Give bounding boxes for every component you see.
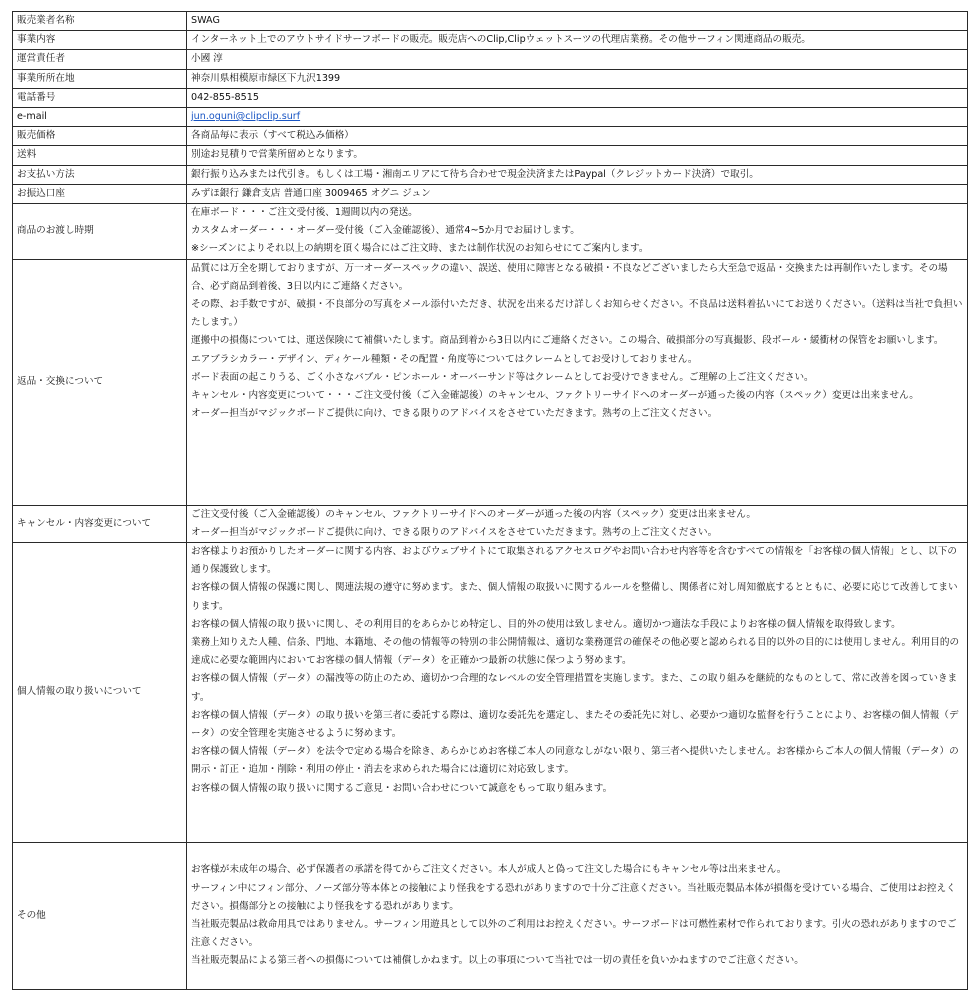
label-manager: 運営責任者 [13,50,187,69]
delivery-line: 在庫ボード・・・ご注文受付後、1週間以内の発送。 [191,207,418,219]
row-bank [13,184,968,203]
row-manager [13,50,968,69]
label-seller: 販売業者名称 [13,12,187,31]
other-line: お客様が未成年の場合、必ず保護者の承諾を得てからご注文ください。本人が成人と偽って注文した場合にもキャンセル等は出来ません。 [191,864,787,876]
label-email: e-mail [13,108,187,127]
row-address [13,69,968,88]
other-line: 当社販売製品による第三者への損傷については補償しかねます。以上の事項について当社では一切の責任を負いかねますのでご注意ください。 [191,955,804,967]
value-other [187,843,968,990]
cancel-line: オーダー担当がマジックボードご提供に向け、できる限りのアドバイスをさせていただきます。熟考の上ご注文ください。 [191,526,718,538]
label-privacy: 個人情報の取り扱いについて [13,543,187,843]
value-privacy [187,543,968,843]
returns-line: 品質には万全を期しておりますが、万一オーダースペックの違い、誤送、使用に障害となる破損・不良などございましたら大至急で返品・交換または再制作いたします。その場合、必ず商品到着後、3日以内にご連絡ください。 [191,262,948,292]
other-line: サーフィン中にフィン部分、ノーズ部分等本体との接触により怪我をする恐れがありますので十分ご注意ください。当社販売製品本体が損傷を受けている場合、ご使用はお控えください。損傷部分との接触により怪我をする恐れがあります。 [191,882,956,912]
row-phone [13,88,968,107]
value-payment: 銀行振り込みまたは代引き。もしくは工場・湘南エリアにて待ち合わせで現金決済またはPaypal（クレジットカード決済）で取引。 [187,165,968,184]
value-phone: 042-855-8515 [187,88,968,107]
label-price: 販売価格 [13,127,187,146]
label-delivery: 商品のお渡し時期 [13,204,187,260]
privacy-line: お客様の個人情報の取り扱いに関するご意見・お問い合わせについて誠意をもって取り組みます。 [191,782,613,794]
value-shipping: 別途お見積りで営業所留めとなります。 [187,146,968,165]
value-seller: SWAG [187,12,968,31]
privacy-line: お客様の個人情報（データ）の漏洩等の防止のため、適切かつ合理的なレベルの安全管理措置を実施します。また、この取り組みを継続的なものとして、常に改善を図っていきます。 [191,673,958,703]
row-privacy [13,543,968,843]
privacy-line: お客様の個人情報の保護に関し、関連法規の遵守に努めます。また、個人情報の取扱いに関するルールを整備し、関係者に対し周知徹底するとともに、必要に応じて改善してまいります。 [191,582,958,612]
cancel-line: ご注文受付後（ご入金確認後）のキャンセル、ファクトリーサイドへのオーダーが通った後の内容（スペック）変更は出来ません。 [191,508,756,520]
value-address: 神奈川県相模原市緑区下九沢1399 [187,69,968,88]
label-other: その他 [13,843,187,990]
value-price: 各商品毎に表示（すべて税込み価格） [187,127,968,146]
returns-line: オーダー担当がマジックボードご提供に向け、できる限りのアドバイスをさせていただきます。熟考の上ご注文ください。 [191,408,718,420]
row-payment [13,165,968,184]
value-email [187,108,968,127]
privacy-line: お客様の個人情報（データ）の取り扱いを第三者に委託する際は、適切な委託先を選定し、またその委託先に対し、必要かつ適切な監督を行うことにより、お客様の個人情報（データ）の安全管理を実施させるように努めます。 [191,709,959,740]
returns-line: キャンセル・内容変更について・・・ご注文受付後（ご入金確認後）のキャンセル、ファクトリーサイドへのオーダーが通った後の内容（スペック）変更は出来ません。 [191,390,919,402]
label-business: 事業内容 [13,31,187,50]
returns-line: その際、お手数ですが、破損・不良部分の写真をメール添付いただき、状況を出来るだけ詳しくお知らせください。不良品は送料着払いにてお送りください。（送料は当社で負担いたします。） [191,299,963,329]
row-seller [13,12,968,31]
privacy-line: お客様よりお預かりしたオーダーに関する内容、およびウェブサイトにて取集されるアクセスログやお問い合わせ内容等を含むすべての情報を「お客様の個人情報」とし、以下の通り保護致します。 [191,546,957,576]
value-manager: 小國 淳 [187,50,968,69]
other-line: 当社販売製品は救命用具ではありません。サーフィン用遊具として以外のご利用はお控えください。サーフボードは可燃性素材で作られております。引火の恐れがありますのでご注意ください。 [191,919,957,949]
value-cancel [187,505,968,542]
value-delivery [187,204,968,260]
row-email [13,108,968,127]
label-cancel: キャンセル・内容変更について [13,505,187,542]
returns-line: 運搬中の損傷については、運送保険にて補償いたします。商品到着から3日以内にご連絡ください。この場合、破損部分の写真撮影、段ボール・緩衝材の保管をお願いします。 [191,335,944,347]
label-returns: 返品・交換について [13,259,187,505]
privacy-line: お客様の個人情報（データ）を法令で定める場合を除き、あらかじめお客様ご本人の同意なしがない限り、第三者へ提供いたしません。お客様からご本人の個人情報（データ）の開示・訂正・追加・削除・利用の停止・消去を求められた場合には適切に対応致します。 [191,746,959,776]
row-returns [13,259,968,505]
label-bank: お振込口座 [13,184,187,203]
email-link[interactable]: jun.oguni@clipclip.surf [191,111,301,123]
row-shipping [13,146,968,165]
returns-line: ボード表面の起こりうる、ごく小さなバブル・ピンホール・オーバーサンド等はクレームとしてお受けできません。ご理解の上ご注文ください。 [191,371,814,383]
value-business: インターネット上でのアウトサイドサーフボードの販売。販売店へのClip,Clipウェットスーツの代理店業務。その他サーフィン関連商品の販売。 [187,31,968,50]
privacy-line: 業務上知りえた人種、信条、門地、本籍地、その他の情報等の特別の非公開情報は、適切な業務運営の確保その他必要と認められる目的以外の目的には使用しません。利用目的の達成に必要な範囲内においてお客様の個人情報（データ）を正確かつ最新の状態に保つよう努めます。 [191,637,960,667]
delivery-line: ※シーズンによりそれ以上の納期を頂く場合にはご注文時、または制作状況のお知らせにてご案内します。 [191,243,649,255]
label-address: 事業所所在地 [13,69,187,88]
legal-notice-table [12,11,968,990]
value-bank: みずほ銀行 鎌倉支店 普通口座 3009465 オグニ ジュン [187,184,968,203]
returns-line: エアブラシカラー・デザイン、ディケール種類・その配置・角度等についてはクレームとしてお受けしておりません。 [191,353,698,365]
row-price [13,127,968,146]
label-phone: 電話番号 [13,88,187,107]
delivery-line: カスタムオーダー・・・オーダー受付後（ご入金確認後）、通常4~5か月でお届けします。 [191,225,580,237]
row-cancel [13,505,968,542]
privacy-line: お客様の個人情報の取り扱いに関し、その利用目的をあらかじめ特定し、目的外の使用は致しません。適切かつ適法な手段によりお客様の個人情報を取得致します。 [191,618,901,630]
label-shipping: 送料 [13,146,187,165]
row-delivery [13,204,968,260]
value-returns [187,259,968,505]
row-other [13,843,968,990]
row-business [13,31,968,50]
label-payment: お支払い方法 [13,165,187,184]
